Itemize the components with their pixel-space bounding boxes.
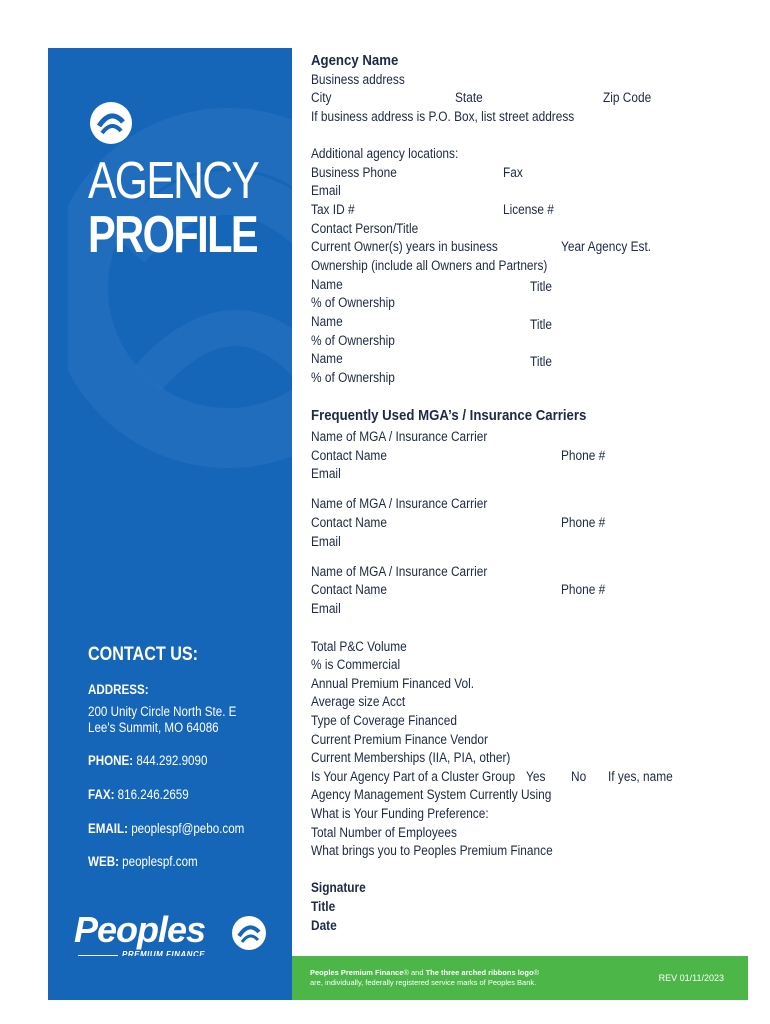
premium-finance-tagline: PREMIUM FINANCE: [122, 950, 206, 956]
what-brings-label: What brings you to Peoples Premium Finance: [311, 843, 553, 858]
mgmt-system-label: Agency Management System Currently Using: [311, 787, 552, 802]
agency-name-heading: Agency Name: [311, 52, 399, 69]
owner-name-label: Name: [311, 351, 343, 366]
if-yes-name-label: If yes, name: [608, 769, 673, 784]
pct-commercial-label: % is Commercial: [311, 657, 401, 672]
mga-email-label: Email: [311, 466, 341, 481]
avg-size-label: Average size Acct: [311, 694, 406, 709]
date-label: Date: [311, 918, 337, 933]
mga-email-label: Email: [311, 601, 341, 616]
owner-name-label: Name: [311, 314, 343, 329]
mga-phone-label: Phone #: [561, 515, 606, 530]
current-owners-label: Current Owner(s) years in business: [311, 239, 498, 254]
footer-legal: Peoples Premium Finance® and The three arched ribbons logo® are, individually, federally registered service marks of Peoples Bank.: [310, 968, 540, 987]
phone-line: PHONE: 844.292.9090: [88, 753, 208, 768]
owner-title-label: Title: [530, 279, 553, 294]
owner-title-label: Title: [530, 317, 553, 332]
mga-contact-label: Contact Name: [311, 515, 387, 530]
annual-premium-label: Annual Premium Financed Vol.: [311, 676, 475, 691]
mga-contact-label: Contact Name: [311, 582, 387, 597]
contact-person-label: Contact Person/Title: [311, 221, 419, 236]
po-box-note: If business address is P.O. Box, list street address: [311, 109, 575, 124]
revision-date: REV 01/11/2023: [658, 973, 724, 983]
address-line2: Lee's Summit, MO 64086: [88, 720, 219, 735]
peoples-logo: [74, 910, 274, 956]
ribbons-logo-icon: [88, 100, 134, 146]
tax-id-label: Tax ID #: [311, 202, 355, 217]
total-pc-label: Total P&C Volume: [311, 639, 407, 654]
ribbons-small-logo-icon: [230, 914, 268, 952]
email-line[interactable]: EMAIL: peoplespf@pebo.com: [88, 821, 245, 836]
no-option[interactable]: No: [571, 769, 587, 784]
city-label: City: [311, 90, 332, 105]
owner-pct-label: % of Ownership: [311, 370, 395, 385]
title-label: Title: [311, 899, 336, 914]
current-vendor-label: Current Premium Finance Vendor: [311, 732, 488, 747]
email-label: Email: [311, 183, 341, 198]
mga-phone-label: Phone #: [561, 582, 606, 597]
web-line[interactable]: WEB: peoplespf.com: [88, 854, 198, 869]
mga-name-label: Name of MGA / Insurance Carrier: [311, 429, 488, 444]
peoples-wordmark: Peoples: [74, 909, 206, 950]
additional-locations-label: Additional agency locations:: [311, 146, 459, 161]
title-agency: AGENCY: [88, 152, 259, 210]
address-line1: 200 Unity Circle North Ste. E: [88, 704, 237, 719]
mga-email-label: Email: [311, 534, 341, 549]
owner-pct-label: % of Ownership: [311, 333, 395, 348]
mga-phone-label: Phone #: [561, 448, 606, 463]
owner-pct-label: % of Ownership: [311, 295, 395, 310]
state-label: State: [455, 90, 483, 105]
footer-blue-strip: [48, 956, 292, 1000]
owner-title-label: Title: [530, 354, 553, 369]
mga-contact-label: Contact Name: [311, 448, 387, 463]
coverage-type-label: Type of Coverage Financed: [311, 713, 457, 728]
mga-name-label: Name of MGA / Insurance Carrier: [311, 496, 488, 511]
ownership-label: Ownership (include all Owners and Partners): [311, 258, 548, 273]
year-est-label: Year Agency Est.: [561, 239, 652, 254]
yes-option[interactable]: Yes: [526, 769, 546, 784]
signature-label: Signature: [311, 880, 366, 895]
license-label: License #: [503, 202, 554, 217]
mga-heading: Frequently Used MGA’s / Insurance Carriers: [311, 407, 587, 424]
funding-pref-label: What is Your Funding Preference:: [311, 806, 489, 821]
mga-name-label: Name of MGA / Insurance Carrier: [311, 564, 488, 579]
contact-us-heading: CONTACT US:: [88, 644, 199, 665]
business-address-label: Business address: [311, 72, 405, 87]
employees-label: Total Number of Employees: [311, 825, 457, 840]
address-label: ADDRESS:: [88, 682, 149, 697]
footer-bar: [292, 956, 748, 1000]
memberships-label: Current Memberships (IIA, PIA, other): [311, 750, 511, 765]
sidebar: [48, 48, 292, 956]
owner-name-label: Name: [311, 277, 343, 292]
business-phone-label: Business Phone: [311, 165, 397, 180]
fax-line: FAX: 816.246.2659: [88, 787, 189, 802]
cluster-group-label: Is Your Agency Part of a Cluster Group: [311, 769, 516, 784]
zip-label: Zip Code: [603, 90, 652, 105]
title-profile: PROFILE: [88, 206, 258, 264]
fax-label: Fax: [503, 165, 523, 180]
